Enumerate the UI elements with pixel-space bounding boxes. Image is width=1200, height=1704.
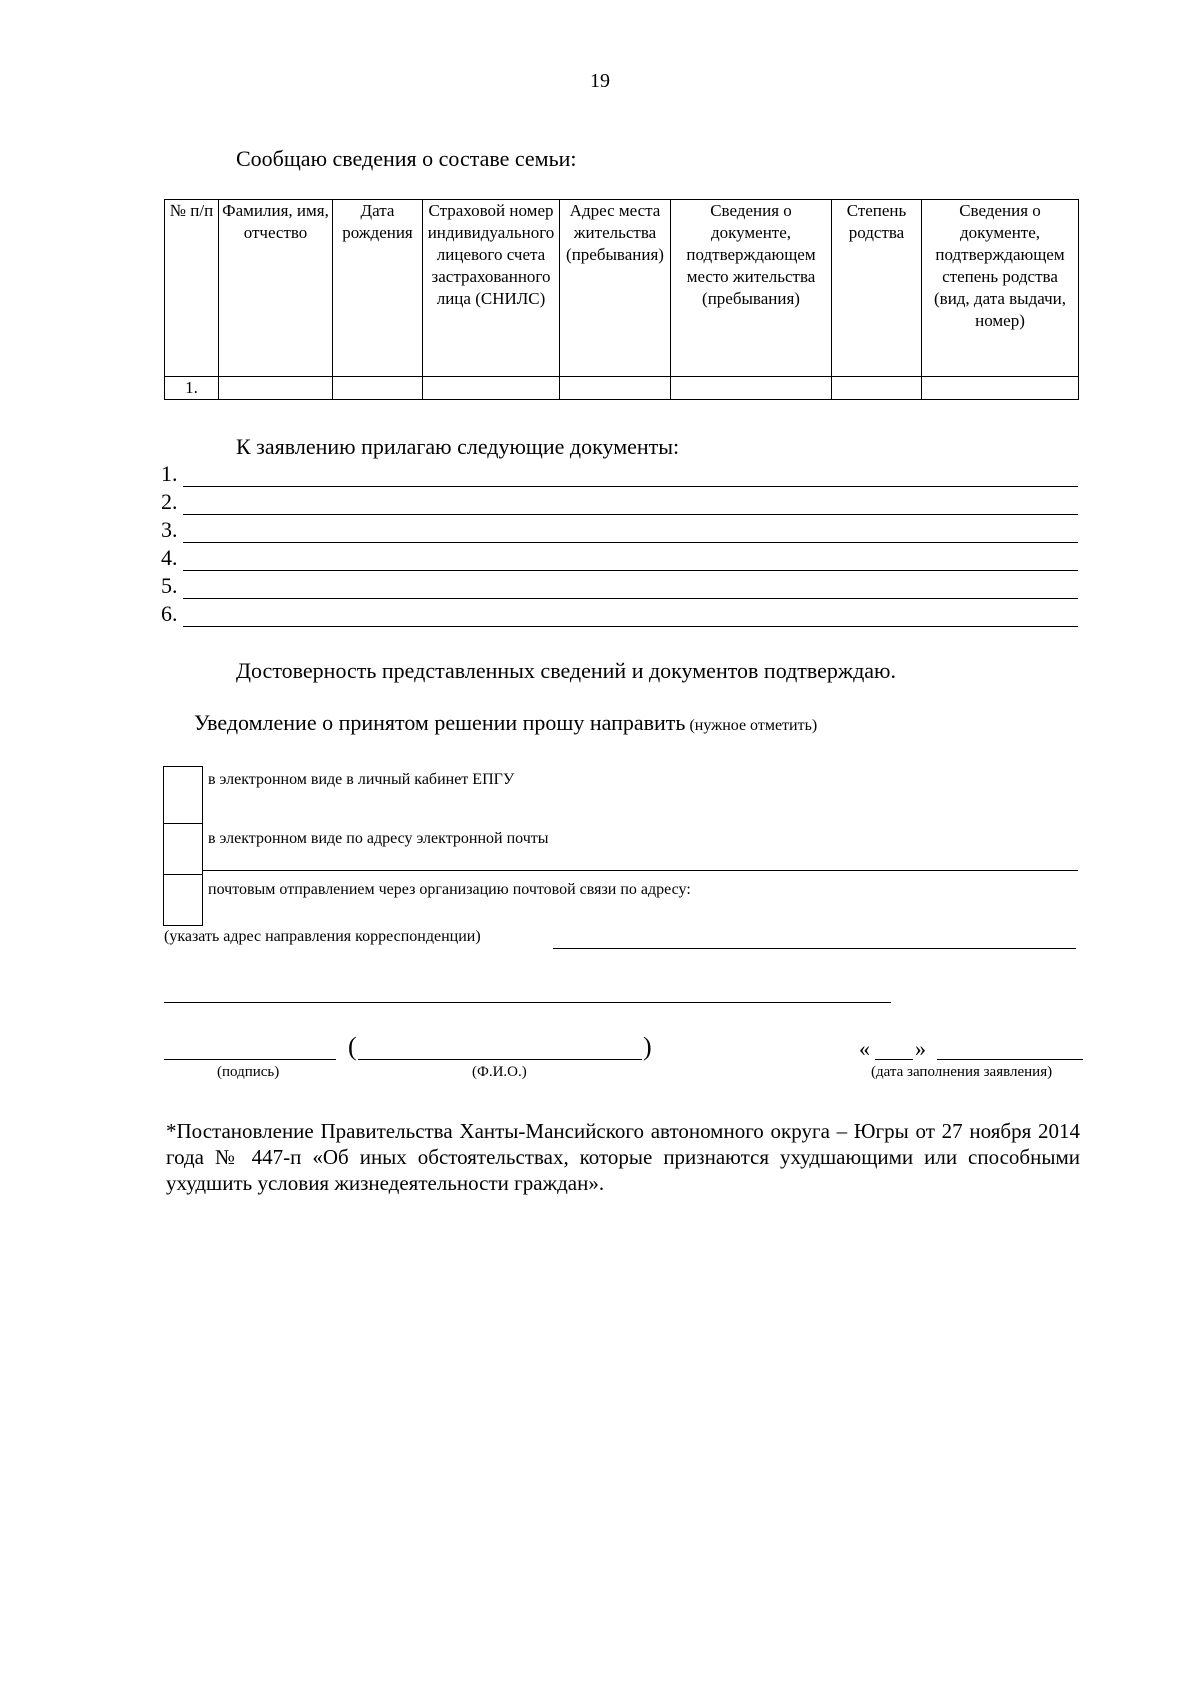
family-heading: Сообщаю сведения о составе семьи: (236, 146, 577, 171)
document-line[interactable] (183, 486, 1078, 487)
document-number: 1. (161, 461, 178, 486)
header-relationship: Степень родства (832, 200, 922, 377)
full-name-label: (Ф.И.О.) (472, 1064, 527, 1080)
option-label-epgu: в электронном виде в личный кабинет ЕПГУ (208, 771, 515, 788)
email-address-line[interactable] (203, 870, 1078, 871)
table-cell[interactable] (423, 377, 560, 400)
address-label: (указать адрес направления корреспонденции) (164, 928, 481, 945)
option-checkbox-email[interactable] (163, 823, 203, 875)
paren-close: ) (643, 1032, 652, 1061)
header-snils: Страховой номер индивидуального лицевого счета застрахованного лица (СНИЛС) (423, 200, 560, 377)
signature-line[interactable] (164, 1059, 336, 1060)
table-cell[interactable] (832, 377, 922, 400)
notification-note: (нужное отметить) (689, 717, 818, 734)
documents-heading: К заявлению прилагаю следующие документы: (236, 434, 680, 459)
table-cell: 1. (165, 377, 219, 400)
document-number: 6. (161, 601, 178, 626)
footnote: *Постановление Правительства Ханты-Мансийского автономного округа – Югры от 27 ноября 2014 года № 447-п «Об иных обстоятельствах, которые признаются ухудшающими или способными ухудшить условия жизнедеятельности граждан». (166, 1119, 1080, 1195)
document-line[interactable] (183, 514, 1078, 515)
option-checkbox-epgu[interactable] (163, 766, 203, 824)
option-label-email: в электронном виде по адресу электронной почты (208, 830, 549, 847)
quote-open: « (859, 1036, 870, 1061)
header-residence-document: Сведения о документе, подтверждающем место жительства (пребывания) (671, 200, 832, 377)
document-line[interactable] (183, 542, 1078, 543)
table-cell[interactable] (333, 377, 423, 400)
quote-close: » (915, 1036, 926, 1061)
paren-open: ( (348, 1032, 357, 1061)
header-relationship-document: Сведения о документе, подтверждающем степень родства (вид, дата выдачи, номер) (922, 200, 1079, 377)
document-line[interactable] (183, 570, 1078, 571)
confirmation-text: Достоверность представленных сведений и документов подтверждаю. (236, 658, 896, 683)
document-number: 4. (161, 545, 178, 570)
table-cell[interactable] (560, 377, 671, 400)
option-label-post: почтовым отправлением через организацию почтовой связи по адресу: (208, 881, 691, 898)
page-number: 19 (590, 70, 610, 92)
table-cell[interactable] (219, 377, 333, 400)
header-number: № п/п (165, 200, 219, 377)
option-checkbox-post[interactable] (163, 874, 203, 926)
table-header-row (165, 200, 1079, 377)
document-number: 3. (161, 517, 178, 542)
table-cell[interactable] (922, 377, 1079, 400)
header-full-name: Фамилия, имя, отчество (219, 200, 333, 377)
date-line[interactable] (937, 1059, 1083, 1060)
document-number: 5. (161, 573, 178, 598)
full-name-line[interactable] (358, 1059, 642, 1060)
header-address: Адрес места жительства (пребывания) (560, 200, 671, 377)
family-table (164, 199, 1079, 400)
document-number: 2. (161, 489, 178, 514)
notification-heading-row (194, 710, 817, 736)
address-line-extra[interactable] (164, 1002, 891, 1003)
notification-heading: Уведомление о принятом решении прошу направить (194, 710, 686, 735)
address-line[interactable] (553, 948, 1076, 949)
document-line[interactable] (183, 626, 1078, 627)
table-cell[interactable] (671, 377, 832, 400)
table-row (165, 377, 1079, 400)
header-birth-date: Дата рождения (333, 200, 423, 377)
signature-label: (подпись) (217, 1064, 280, 1080)
date-day-line[interactable] (875, 1059, 913, 1060)
document-line[interactable] (183, 598, 1078, 599)
date-label: (дата заполнения заявления) (871, 1064, 1053, 1080)
